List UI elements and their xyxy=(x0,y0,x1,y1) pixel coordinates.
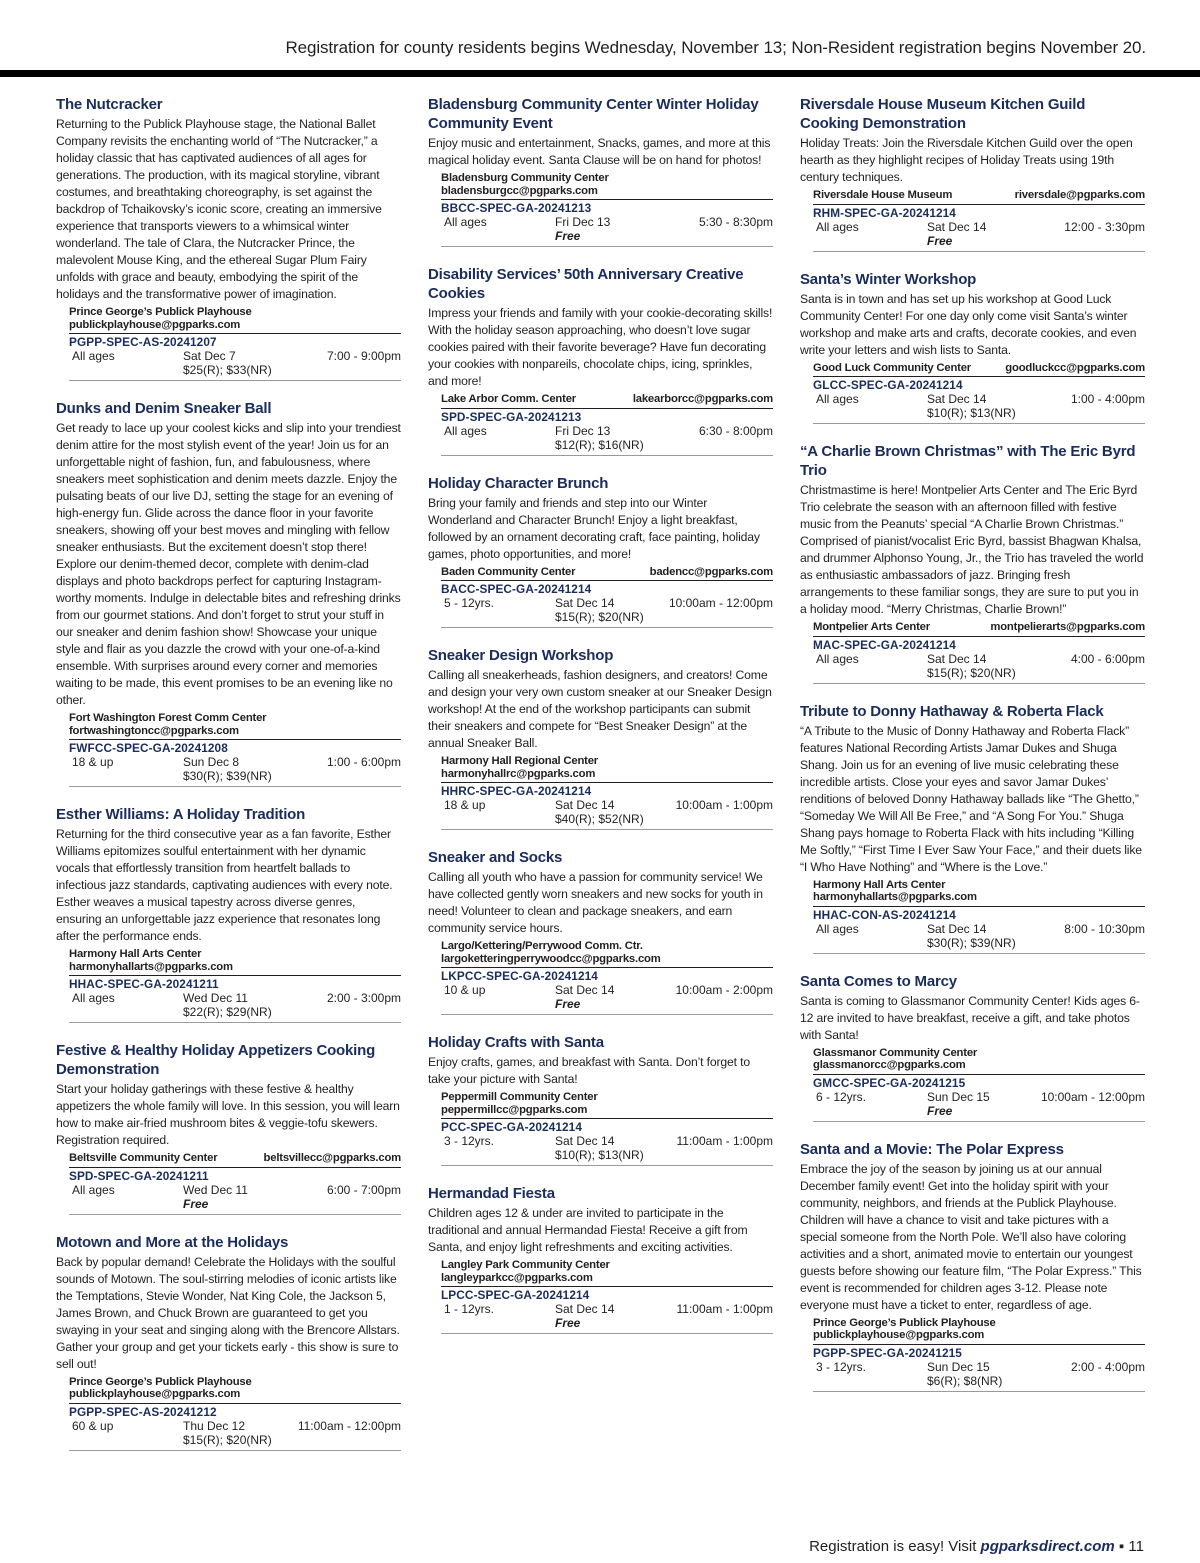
schedule-row xyxy=(813,652,1145,666)
event-description: Bring your family and friends and step into our Winter Wonderland and Character Brunch! Enjoy a light breakfast, followed by an ornament decorating craft, face painting, holiday games, photo opportunities, and more! xyxy=(428,495,760,561)
divider xyxy=(813,906,1145,907)
schedule-row xyxy=(441,1302,773,1316)
event-date: Sat Dec 14 xyxy=(927,921,987,936)
event-sneaker-socks xyxy=(428,848,773,1015)
age-range: 10 & up xyxy=(444,983,486,997)
location-name: Langley Park Community Center xyxy=(441,1259,610,1271)
event-time: 10:00am - 12:00pm xyxy=(1040,1089,1145,1104)
activity-code: PGPP-SPEC-AS-20241212 xyxy=(69,1404,217,1419)
event-nutcracker xyxy=(56,95,401,381)
location-contact xyxy=(69,1152,401,1165)
event-date: Sat Dec 7 xyxy=(183,349,236,363)
event-date: Sat Dec 14 xyxy=(555,596,615,610)
age-range: All ages xyxy=(816,651,859,666)
event-date: Sat Dec 14 xyxy=(555,1302,615,1316)
location-contact xyxy=(441,172,773,197)
divider xyxy=(441,1118,773,1119)
activity-code: MAC-SPEC-GA-20241214 xyxy=(813,637,956,652)
schedule-row xyxy=(441,798,773,812)
event-title: Festive & Healthy Holiday Appetizers Cooking Demonstration xyxy=(56,1042,376,1078)
event-time: 4:00 - 6:00pm xyxy=(1070,651,1145,666)
location-name: Bladensburg Community Center xyxy=(441,172,609,184)
age-range: All ages xyxy=(72,991,115,1005)
location-name: Prince George’s Publick Playhouse xyxy=(69,1375,252,1388)
event-time: 6:00 - 7:00pm xyxy=(326,1182,401,1197)
age-range: 3 - 12yrs. xyxy=(444,1134,495,1148)
location-contact xyxy=(441,1091,773,1116)
event-fee: $12(R); $16(NR) xyxy=(555,437,644,452)
event-fee: $30(R); $39(NR) xyxy=(183,769,272,783)
contact-email[interactable]: montpelierarts@pgparks.com xyxy=(990,621,1145,633)
registration-block xyxy=(813,1047,1145,1122)
registration-block xyxy=(441,1091,773,1166)
location-contact xyxy=(813,1317,1145,1342)
event-date: Sat Dec 14 xyxy=(555,1134,615,1148)
schedule-row xyxy=(813,922,1145,936)
event-description: Calling all sneakerheads, fashion designers, and creators! Come and design your very own custom sneaker at our Sneaker Design workshop! At the end of the workshop participants can submit their sneakers and compete for “Best Sneaker Design” at the annual Sneaker Ball. xyxy=(428,668,772,750)
schedule-row xyxy=(441,424,773,438)
event-fee: $22(R); $29(NR) xyxy=(183,1005,272,1019)
event-santas-workshop xyxy=(800,270,1145,425)
age-range: 60 & up xyxy=(72,1418,114,1433)
event-title: “A Charlie Brown Christmas” with The Eric Byrd Trio xyxy=(800,443,1136,479)
age-range: 1 - 12yrs. xyxy=(444,1302,495,1316)
location-contact xyxy=(441,566,773,579)
event-title: Dunks and Denim Sneaker Ball xyxy=(56,400,272,417)
schedule-row xyxy=(441,983,773,997)
event-time: 2:00 - 4:00pm xyxy=(1070,1359,1145,1374)
event-description: “A Tribute to the Music of Donny Hathaway and Roberta Flack” features National Recording Artists Jamar Dukes and Shuga Shang. Join us for an evening of live music celebrating these incredible artists. Close your eyes and savor Jamar Dukes’ renditions of beloved Donny Hathaway ballads like “The Ghetto,” “Someday We Will All Be Free,” and “A Song For You.” Shuga Shang pays homage to Roberta Flack with hits including “Killing Me Softly,” “First Time I Ever Saw Your Face,” and their duets like “I Who Have Nothing” and “Where is the Love.” xyxy=(800,723,1142,874)
contact-email[interactable]: peppermillcc@pgparks.com xyxy=(441,1103,588,1116)
event-title: Motown and More at the Holidays xyxy=(56,1233,289,1251)
event-fee: $40(R); $52(NR) xyxy=(555,812,644,826)
schedule-row xyxy=(441,1134,773,1148)
divider xyxy=(813,1344,1145,1345)
registration-block xyxy=(69,1152,401,1215)
registration-block xyxy=(441,393,773,456)
activity-code: BACC-SPEC-GA-20241214 xyxy=(441,582,592,596)
event-holiday-appetizers xyxy=(56,1041,401,1215)
event-title: The Nutcracker xyxy=(56,96,163,113)
location-name: Peppermill Community Center xyxy=(441,1091,598,1103)
location-contact xyxy=(69,712,401,737)
schedule-row xyxy=(813,1090,1145,1104)
event-description: Holiday Treats: Join the Riversdale Kitchen Guild over the open hearth as they highlight recipes of Holiday Treats using 19th century techniques. xyxy=(800,136,1133,184)
contact-email[interactable]: langleyparkcc@pgparks.com xyxy=(441,1271,593,1284)
event-title: Riversdale House Museum Kitchen Guild Cooking Demonstration xyxy=(800,96,1086,132)
event-santa-marcy xyxy=(800,972,1145,1122)
event-fee: $10(R); $13(NR) xyxy=(927,406,1016,420)
contact-email[interactable]: publickplayhouse@pgparks.com xyxy=(69,318,241,331)
age-range: 18 & up xyxy=(444,798,486,812)
event-hathaway-flack-tribute xyxy=(800,702,1145,954)
age-range: All ages xyxy=(816,219,859,234)
contact-email[interactable]: largoketteringperrywoodcc@pgparks.com xyxy=(441,952,661,965)
event-description: Enjoy crafts, games, and breakfast with Santa. Don’t forget to take your picture with Santa! xyxy=(428,1055,750,1086)
age-range: All ages xyxy=(816,392,859,406)
divider xyxy=(813,1074,1145,1075)
divider xyxy=(441,580,773,581)
event-fee: $10(R); $13(NR) xyxy=(555,1148,644,1162)
schedule-row xyxy=(69,755,401,769)
event-date: Sun Dec 15 xyxy=(927,1089,990,1104)
registration-block xyxy=(441,172,773,247)
column-1 xyxy=(56,95,401,1469)
column-2 xyxy=(428,95,773,1352)
event-bladensburg xyxy=(428,95,773,247)
event-time: 2:00 - 3:00pm xyxy=(326,991,401,1005)
registration-block xyxy=(69,306,401,381)
event-description: Children ages 12 & under are invited to participate in the traditional and annual Hermandad Fiesta! Receive a gift from Santa, and enjoy light refreshments and exciting activities. xyxy=(428,1206,748,1254)
activity-code: BBCC-SPEC-GA-20241213 xyxy=(441,201,592,215)
event-polar-express xyxy=(800,1140,1145,1392)
activity-code: GLCC-SPEC-GA-20241214 xyxy=(813,378,963,392)
event-title: Sneaker and Socks xyxy=(428,849,563,866)
divider xyxy=(69,1403,401,1404)
event-date: Fri Dec 13 xyxy=(555,215,611,229)
event-title: Holiday Character Brunch xyxy=(428,474,609,492)
activity-code: SPD-SPEC-GA-20241213 xyxy=(441,409,582,424)
location-contact xyxy=(69,948,401,973)
location-name: Prince George’s Publick Playhouse xyxy=(813,1316,996,1329)
activity-code: PCC-SPEC-GA-20241214 xyxy=(441,1120,582,1134)
divider xyxy=(813,204,1145,205)
location-name: Baden Community Center xyxy=(441,565,576,578)
contact-email[interactable]: beltsvillecc@pgparks.com xyxy=(263,1152,401,1164)
event-date: Sat Dec 14 xyxy=(927,219,987,234)
event-time: 12:00 - 3:30pm xyxy=(1064,219,1145,234)
location-contact xyxy=(441,393,773,406)
activity-code: GMCC-SPEC-GA-20241215 xyxy=(813,1075,966,1090)
divider xyxy=(69,1167,401,1168)
contact-email[interactable]: harmonyhallarts@pgparks.com xyxy=(69,960,233,973)
divider xyxy=(441,782,773,783)
event-time: 10:00am - 2:00pm xyxy=(675,983,773,997)
event-title: Tribute to Donny Hathaway & Roberta Flack xyxy=(800,702,1104,720)
event-description: Impress your friends and family with your cookie-decorating skills! With the holiday season approaching, who doesn’t love sugar cookies paired with their favorite beverage? Have fun decorating your cookies with nonpareils, chocolate chips, icing, sprinkles, and more! xyxy=(428,306,773,388)
event-charlie-brown xyxy=(800,442,1145,684)
age-range: All ages xyxy=(444,215,487,229)
event-esther-williams xyxy=(56,805,401,1023)
event-creative-cookies xyxy=(428,265,773,456)
event-description: Get ready to lace up your coolest kicks and slip into your trendiest denim attire for the most stylish event of the year! Join us for an unforgettable night of fashion, fun, and fabulousness, where sneakers meet sophistication and denim meets dazzle. Enjoy the pulsating beats of our live DJ, setting the stage for an evening of high-energy fun. Glide across the dance floor in your favorite sneakers, showing off your best moves and mingling with fellow sneaker enthusiasts. But the excitement doesn’t stop there! Explore our denim-themed decor, complete with denim-clad displays and photo backdrops perfect for capturing Instagram-worthy moments. Indulge in delectable bites and refreshing drinks from our gourmet stations. And don’t forget to strut your stuff in our sneaker and denim fashion show! Showcase your unique style and flair as you dazzle the crowd with your one-of-a-kind ensemble. With surprises around every corner and memories waiting to be made, this event promises to be an evening like no other. xyxy=(56,421,401,707)
registration-block xyxy=(813,621,1145,684)
location-contact xyxy=(441,755,773,780)
location-name: Harmony Hall Arts Center xyxy=(69,948,202,960)
age-range: 5 - 12yrs. xyxy=(444,596,495,610)
schedule-row xyxy=(69,1183,401,1197)
age-range: All ages xyxy=(444,423,487,438)
activity-code: FWFCC-SPEC-GA-20241208 xyxy=(69,741,228,755)
event-title: Esther Williams: A Holiday Tradition xyxy=(56,806,306,823)
schedule-row xyxy=(69,991,401,1005)
event-time: 10:00am - 1:00pm xyxy=(675,798,773,812)
location-contact xyxy=(813,621,1145,634)
divider xyxy=(441,967,773,968)
activity-code: HHRC-SPEC-GA-20241214 xyxy=(441,784,592,798)
page-footer xyxy=(809,1538,1144,1555)
contact-email[interactable]: lakearborcc@pgparks.com xyxy=(632,393,773,405)
page-number: ▪ 11 xyxy=(1114,1538,1144,1555)
event-time: 11:00am - 1:00pm xyxy=(676,1302,773,1316)
event-time: 11:00am - 12:00pm xyxy=(297,1418,401,1433)
event-fee: $6(R); $8(NR) xyxy=(927,1373,1003,1388)
location-contact xyxy=(441,940,773,965)
registration-block xyxy=(69,712,401,787)
event-date: Thu Dec 12 xyxy=(183,1418,246,1433)
location-name: Good Luck Community Center xyxy=(813,361,971,374)
contact-email[interactable]: bladensburgcc@pgparks.com xyxy=(441,184,598,197)
schedule-row xyxy=(813,392,1145,406)
activity-code: PGPP-SPEC-AS-20241207 xyxy=(69,335,217,349)
event-description: Embrace the joy of the season by joining us at our annual December family event! Get into the holiday spirit with your community, neighbors, and friends at the Publick Playhouse. Children will have a chance to visit and take pictures with a special someone from the North Pole. We’ll also have coloring activities and a short, animated movie to entertain our youngest guests before showing our feature film, “The Polar Express.” This event is recommended for children ages 3-12. Please note everyone must have a ticket to enter, regardless of age. xyxy=(800,1161,1142,1312)
location-contact xyxy=(813,362,1145,375)
event-sneaker-ball xyxy=(56,399,401,787)
location-name: Harmony Hall Regional Center xyxy=(441,755,598,767)
registration-block xyxy=(69,948,401,1023)
event-date: Sat Dec 14 xyxy=(927,651,987,666)
event-fee: Free xyxy=(927,1103,953,1118)
registration-block xyxy=(441,566,773,629)
event-fee: $15(R); $20(NR) xyxy=(555,610,644,624)
age-range: All ages xyxy=(72,1182,115,1197)
event-crafts-santa xyxy=(428,1033,773,1166)
event-date: Sat Dec 14 xyxy=(555,983,615,997)
event-fee: Free xyxy=(555,997,581,1011)
contact-email[interactable]: publickplayhouse@pgparks.com xyxy=(813,1329,985,1341)
location-name: Riversdale House Museum xyxy=(813,189,953,201)
registration-block xyxy=(441,940,773,1015)
contact-email[interactable]: fortwashingtoncc@pgparks.com xyxy=(69,724,239,737)
event-date: Sun Dec 15 xyxy=(927,1359,990,1374)
event-title: Sneaker Design Workshop xyxy=(428,647,614,664)
schedule-row xyxy=(813,1360,1145,1374)
event-riversdale-cooking xyxy=(800,95,1145,252)
registration-block xyxy=(441,755,773,830)
divider xyxy=(813,376,1145,377)
top-banner xyxy=(0,0,1200,78)
event-character-brunch xyxy=(428,474,773,629)
event-description: Christmastime is here! Montpelier Arts Center and The Eric Byrd Trio celebrate the season with an afternoon filled with festive music from the Peanuts’ special “A Charlie Brown Christmas.” Comprised of pianist/vocalist Eric Byrd, bassist Bhagwan Khalsa, and drummer Alphonso Young, Jr., the Trio has traveled the world as enthusiastic ambassadors of jazz. Bringing fresh arrangements to these familiar songs, they are sure to put you in a holiday mood. “Merry Christmas, Charlie Brown!” xyxy=(800,483,1144,616)
divider xyxy=(441,199,773,200)
divider xyxy=(69,739,401,740)
event-description: Santa is coming to Glassmanor Community Center! Kids ages 6-12 are invited to have breakfast, receive a gift, and take photos with Santa! xyxy=(800,993,1140,1042)
contact-email[interactable]: publickplayhouse@pgparks.com xyxy=(69,1388,241,1400)
location-name: Harmony Hall Arts Center xyxy=(813,878,946,891)
location-name: Beltsville Community Center xyxy=(69,1152,218,1164)
contact-email[interactable]: goodluckcc@pgparks.com xyxy=(1005,361,1145,374)
event-fee: $25(R); $33(NR) xyxy=(183,363,272,377)
event-description: Returning for the third consecutive year as a fan favorite, Esther Williams epitomizes soulful entertainment with her dynamic vocals that effortlessly transition from heartfelt ballads to infectious jazz standards, captivating audiences with every note. Esther weaves a musical tapestry across diverse genres, ensuring an unforgettable jazz experience that resonates long after the performance ends. xyxy=(56,827,393,943)
schedule-row xyxy=(813,220,1145,234)
event-title: Disability Services’ 50th Anniversary Creative Cookies xyxy=(428,266,744,302)
event-time: 11:00am - 1:00pm xyxy=(676,1134,773,1148)
location-contact xyxy=(69,1376,401,1401)
divider xyxy=(69,333,401,334)
event-date: Wed Dec 11 xyxy=(183,1182,248,1197)
event-description: Santa is in town and has set up his workshop at Good Luck Community Center! For one day only come visit Santa’s winter workshop and make arts and crafts, decorate cookies, and even write your letters and wish lists to Santa. xyxy=(800,291,1137,357)
registration-dates-notice: Registration for county residents begins Wednesday, November 13; Non-Resident registration begins November 20. xyxy=(285,38,1146,57)
schedule-row xyxy=(441,596,773,610)
location-name: Lake Arbor Comm. Center xyxy=(441,393,576,405)
location-contact xyxy=(813,189,1145,202)
registration-block xyxy=(813,879,1145,954)
event-description: Calling all youth who have a passion for community service! We have collected gently worn sneakers and new socks for youth in need! Volunteer to clean and package sneakers, and earn community service hours. xyxy=(428,870,763,935)
registration-block xyxy=(813,362,1145,425)
footer-prefix: Registration is easy! Visit xyxy=(809,1538,981,1555)
activity-code: HHAC-SPEC-GA-20241211 xyxy=(69,977,219,991)
registration-block xyxy=(69,1376,401,1451)
event-fee: Free xyxy=(183,1196,209,1211)
activity-code: HHAC-CON-AS-20241214 xyxy=(813,907,956,922)
age-range: 18 & up xyxy=(72,755,114,769)
activity-code: RHM-SPEC-GA-20241214 xyxy=(813,205,956,220)
contact-email[interactable]: glassmanorcc@pgparks.com xyxy=(813,1059,966,1071)
event-fee: Free xyxy=(555,229,581,243)
registration-block xyxy=(813,1317,1145,1392)
event-time: 8:00 - 10:30pm xyxy=(1064,921,1145,936)
column-3 xyxy=(800,95,1145,1410)
contact-email[interactable]: riversdale@pgparks.com xyxy=(1014,189,1145,201)
event-fee: $15(R); $20(NR) xyxy=(927,665,1016,680)
schedule-row xyxy=(69,349,401,363)
activity-code: PGPP-SPEC-GA-20241215 xyxy=(813,1345,962,1360)
registration-block xyxy=(813,189,1145,252)
age-range: All ages xyxy=(72,349,115,363)
event-title: Santa’s Winter Workshop xyxy=(800,270,977,288)
event-date: Sat Dec 14 xyxy=(555,798,615,812)
event-description: Start your holiday gatherings with these festive & healthy appetizers the whole family will love. In this session, you will learn how to make air-fried mushroom bites & veggie-tofu skewers. Registration required. xyxy=(56,1082,400,1147)
event-time: 10:00am - 12:00pm xyxy=(668,596,773,610)
event-time: 6:30 - 8:00pm xyxy=(698,423,773,438)
event-description: Enjoy music and entertainment, Snacks, games, and more at this magical holiday event. Santa Clause will be on hand for photos! xyxy=(428,136,771,167)
registration-block xyxy=(441,1259,773,1334)
event-title: Santa and a Movie: The Polar Express xyxy=(800,1140,1064,1158)
event-sneaker-design xyxy=(428,646,773,830)
activity-code: LPCC-SPEC-GA-20241214 xyxy=(441,1288,590,1302)
event-description: Back by popular demand! Celebrate the Holidays with the soulful sounds of Motown. The soul-stirring melodies of iconic artists like the Temptations, Stevie Wonder, Nat King Cole, the Jackson 5, James Brown, and Chuck Brown are guaranteed to get you swaying in your seat and singing along with the Brencore Allstars. Gather your group and get your tickets early - this show is sure to sell out! xyxy=(56,1254,400,1371)
event-date: Wed Dec 11 xyxy=(183,991,248,1005)
event-hermandad-fiesta xyxy=(428,1184,773,1334)
event-fee: $15(R); $20(NR) xyxy=(183,1432,272,1447)
divider xyxy=(441,408,773,409)
event-title: Hermandad Fiesta xyxy=(428,1185,555,1202)
event-date: Sat Dec 14 xyxy=(927,392,987,406)
event-title: Santa Comes to Marcy xyxy=(800,972,957,990)
event-motown xyxy=(56,1233,401,1451)
event-title: Bladensburg Community Center Winter Holiday Community Event xyxy=(428,96,759,132)
event-time: 1:00 - 4:00pm xyxy=(1070,392,1145,406)
website-link[interactable]: pgparksdirect.com xyxy=(980,1538,1115,1555)
contact-email[interactable]: harmonyhallarts@pgparks.com xyxy=(813,891,977,903)
event-fee: $30(R); $39(NR) xyxy=(927,935,1016,950)
divider xyxy=(441,1286,773,1287)
contact-email[interactable]: badencc@pgparks.com xyxy=(649,565,773,578)
activity-code: SPD-SPEC-GA-20241211 xyxy=(69,1168,209,1183)
event-date: Sun Dec 8 xyxy=(183,755,240,769)
age-range: All ages xyxy=(816,921,859,936)
divider xyxy=(69,975,401,976)
age-range: 3 - 12yrs. xyxy=(816,1359,867,1374)
event-description: Returning to the Publick Playhouse stage, the National Ballet Company revisits the enchanting world of “The Nutcracker,” a holiday classic that has captivated audiences of all ages for generations. The production, with its magical storyline, vibrant costumes, and breathtaking choreography, is set against the backdrop of Tchaikovsky’s iconic score, creating an immersive experience that transports viewers to a whimsical winter wonderland. The tale of Clara, the Nutcracker Prince, the malevolent Mouse King, and the ethereal Sugar Plum Fairy unfolds with grace and beauty, embodying the spirit of the holidays and the transformative power of imagination. xyxy=(56,117,382,301)
location-name: Largo/Kettering/Perrywood Comm. Ctr. xyxy=(441,940,643,952)
event-time: 5:30 - 8:30pm xyxy=(698,215,773,229)
event-title: Holiday Crafts with Santa xyxy=(428,1034,604,1051)
location-contact xyxy=(813,879,1145,904)
schedule-row xyxy=(441,215,773,229)
event-time: 1:00 - 6:00pm xyxy=(326,755,401,769)
event-time: 7:00 - 9:00pm xyxy=(326,349,401,363)
divider xyxy=(813,636,1145,637)
event-fee: Free xyxy=(555,1316,581,1330)
event-date: Fri Dec 13 xyxy=(555,423,611,438)
age-range: 6 - 12yrs. xyxy=(816,1089,867,1104)
location-contact xyxy=(441,1259,773,1284)
location-name: Montpelier Arts Center xyxy=(813,621,930,633)
location-contact xyxy=(69,306,401,331)
location-name: Fort Washington Forest Comm Center xyxy=(69,712,267,724)
location-name: Glassmanor Community Center xyxy=(813,1046,978,1059)
event-fee: Free xyxy=(927,233,953,248)
location-contact xyxy=(813,1047,1145,1072)
contact-email[interactable]: harmonyhallrc@pgparks.com xyxy=(441,767,596,780)
header-rule xyxy=(0,70,1200,77)
activity-code: LKPCC-SPEC-GA-20241214 xyxy=(441,969,598,983)
schedule-row xyxy=(69,1419,401,1433)
location-name: Prince George’s Publick Playhouse xyxy=(69,306,252,318)
